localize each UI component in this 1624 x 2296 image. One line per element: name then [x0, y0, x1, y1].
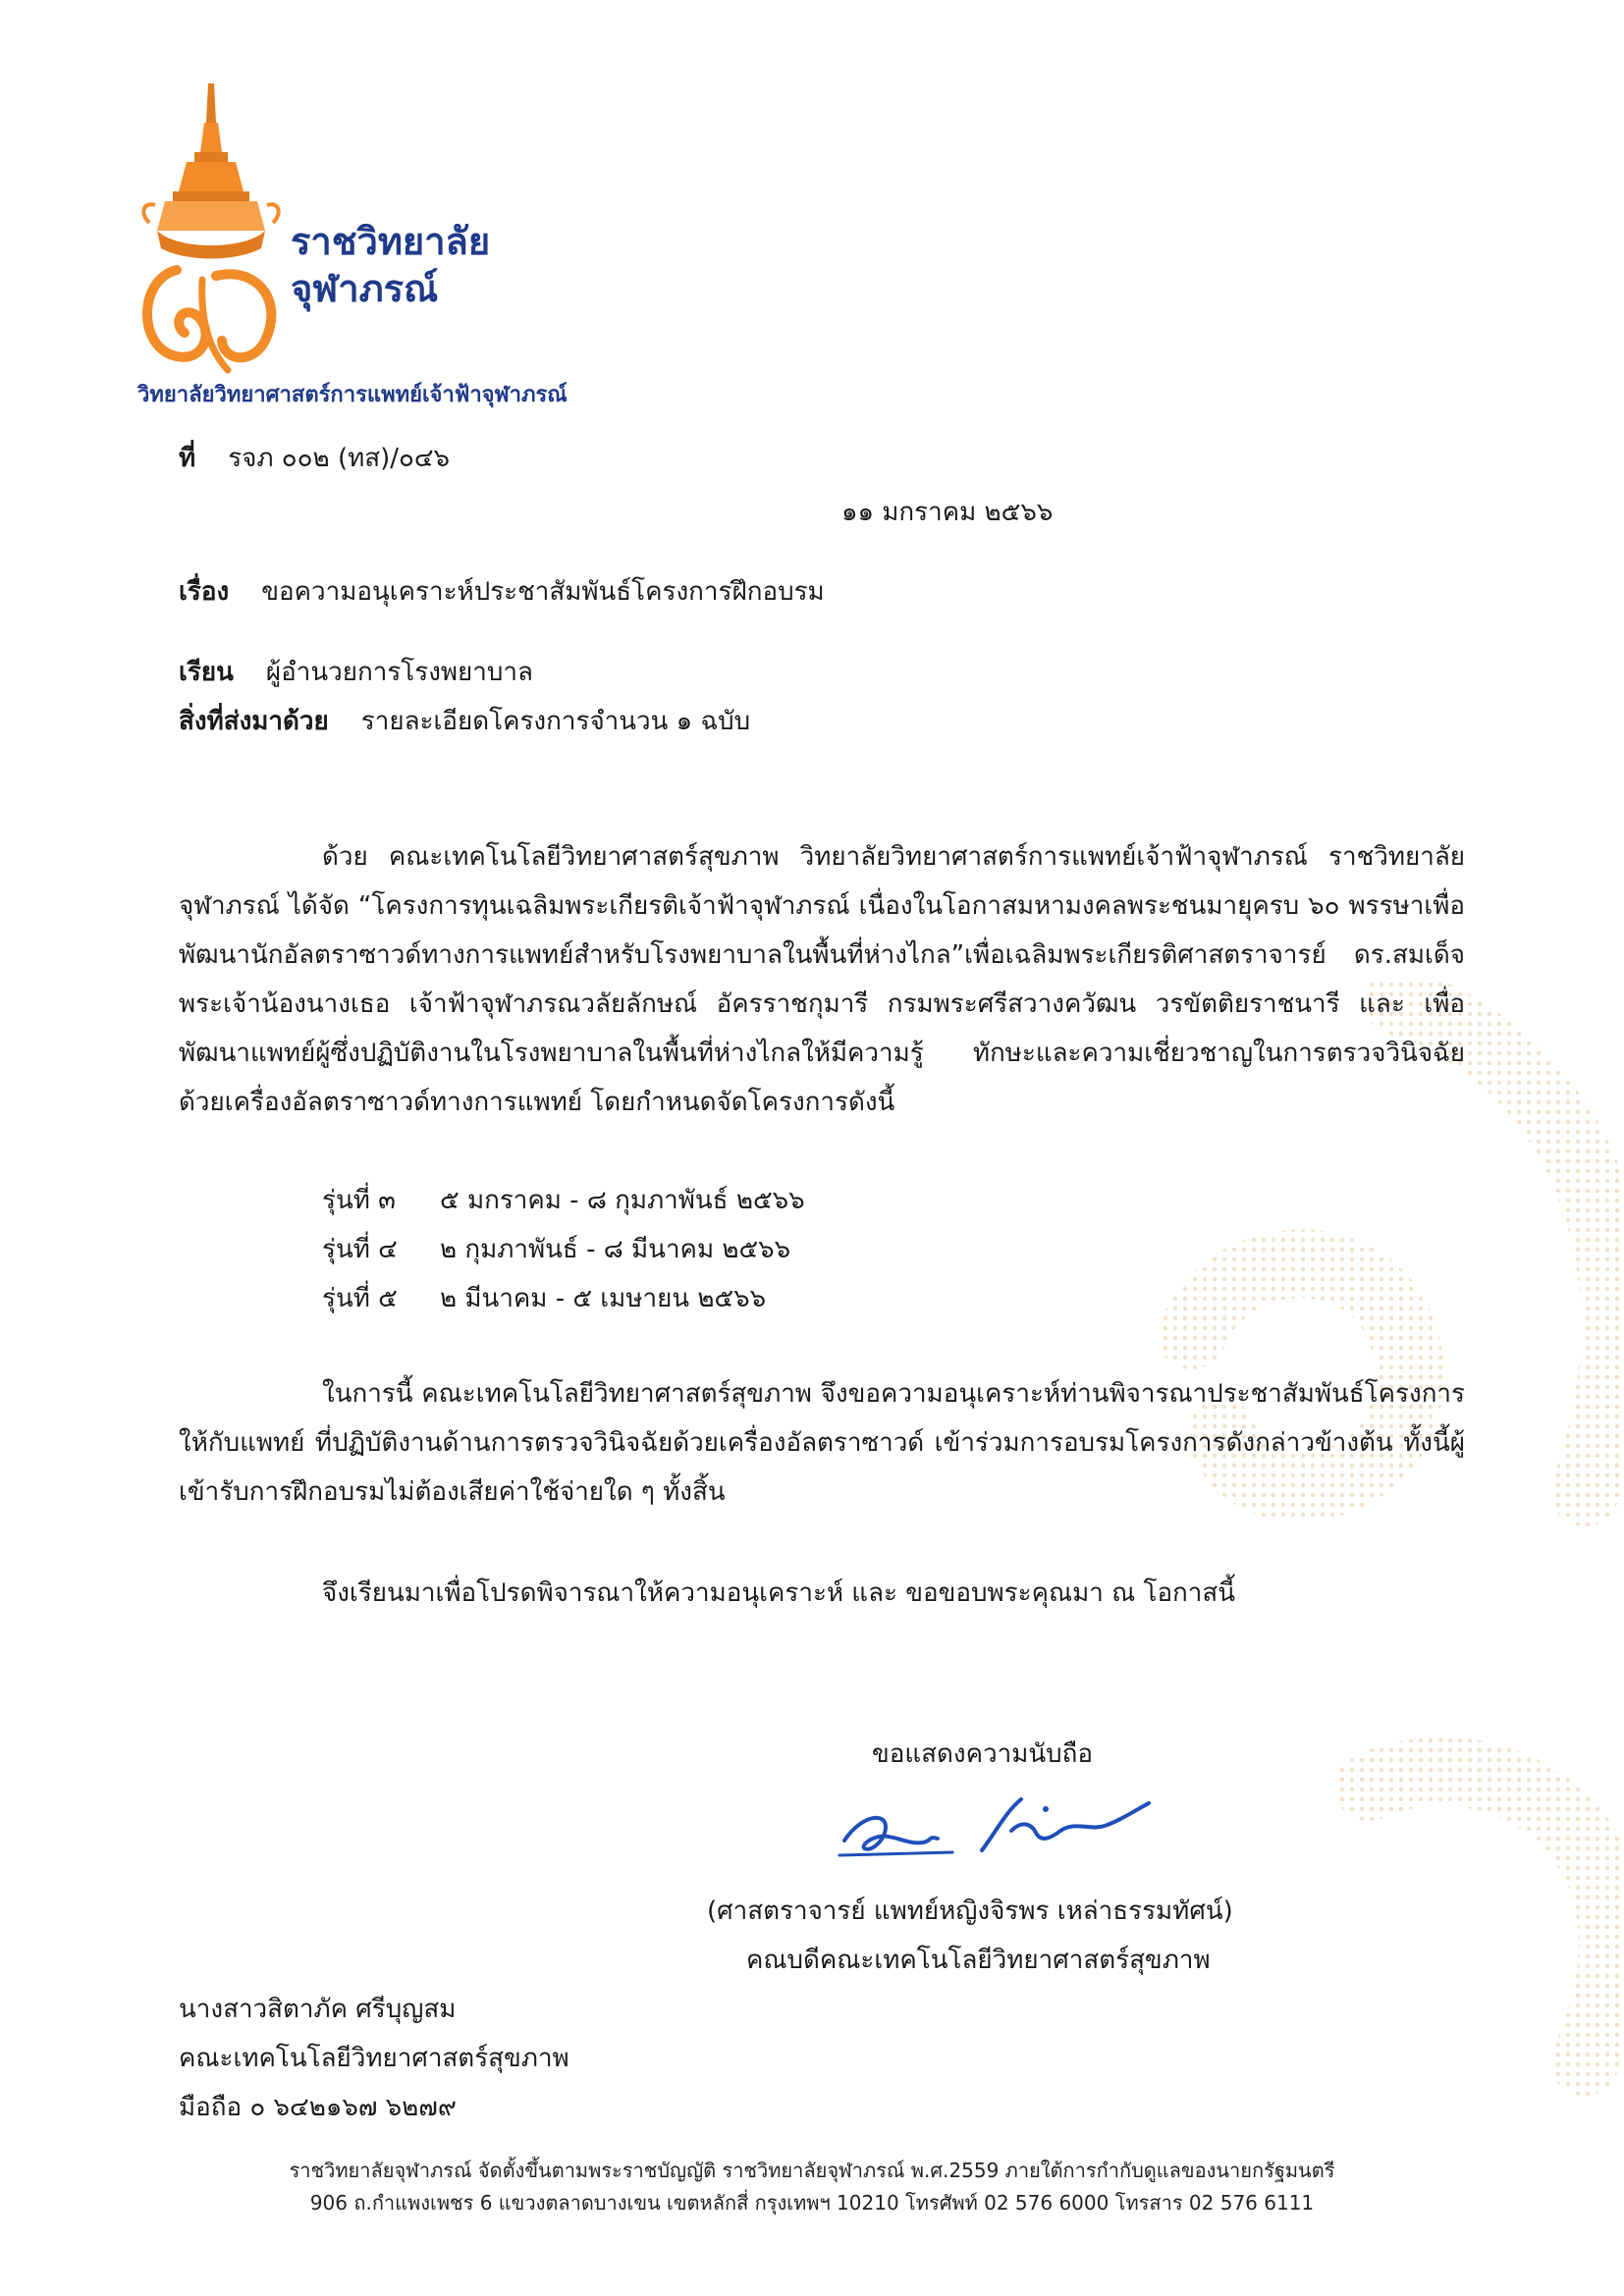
batch-dates: ๒ มีนาคม - ๕ เมษายน ๒๕๖๖ [440, 1284, 767, 1313]
closing-regards: ขอแสดงความนับถือ [872, 1739, 1093, 1769]
list-item [322, 1176, 805, 1225]
batch-dates: ๒ กุมภาพันธ์ - ๘ มีนาคม ๒๕๖๖ [440, 1235, 791, 1264]
subject-label: เรื่อง [179, 577, 230, 607]
footer-line-2: 906 ถ.กำแพงเพชร 6 แขวงตลาดบางเขน เขตหลักสี่ กรุงเทพฯ 10210 โทรศัพท์ 02 576 6000 โทรสาร 02 576 6111 [309, 2191, 1315, 2215]
enclosure-line [179, 697, 750, 746]
list-item [322, 1225, 805, 1274]
subject-line [179, 567, 825, 616]
recipient-label: เรียน [179, 658, 234, 687]
signer-name: (ศาสตราจารย์ แพทย์หญิงจิรพร เหล่าธรรมทัศน์) [707, 1896, 1233, 1926]
enclosure-label: สิ่งที่ส่งมาด้วย [179, 707, 329, 736]
footer-line-1: ราชวิทยาลัยจุฬาภรณ์ จัดตั้งขึ้นตามพระราชบัญญัติ ราชวิทยาลัยจุฬาภรณ์ พ.ศ.2559 ภายใต้การกำกับดูแลของนายกรัฐมนตรี [289, 2159, 1335, 2182]
reference-label: ที่ [179, 444, 196, 473]
batch-label: รุ่นที่ ๓ [322, 1186, 396, 1215]
subject-text: ขอความอนุเคราะห์ประชาสัมพันธ์โครงการฝึกอบรม [261, 577, 825, 607]
contact-faculty: คณะเทคโนโลยีวิทยาศาสตร์สุขภาพ [179, 2044, 569, 2073]
batch-label: รุ่นที่ ๔ [322, 1235, 398, 1264]
institution-name: วิทยาลัยวิทยาศาสตร์การแพทย์เจ้าฟ้าจุฬาภรณ์ [137, 383, 568, 407]
signer-position: คณบดีคณะเทคโนโลยีวิทยาศาสตร์สุขภาพ [746, 1946, 1211, 1975]
body-paragraph-1: ด้วย คณะเทคโนโลยีวิทยาศาสตร์สุขภาพ วิทยาลัยวิทยาศาสตร์การแพทย์เจ้าฟ้าจุฬาภรณ์ ราชวิทยาลัยจุฬาภรณ์ ได้จัด “โครงการทุนเฉลิมพระเกียรติเจ้าฟ้าจุฬาภรณ์ เนื่องในโอกาสมหามงคลพระชนมายุครบ ๖๐ พรรษาเพื่อพัฒนานักอัลตราซาวด์ทางการแพทย์สำหรับโรงพยาบาลในพื้นที่ห่างไกล”เพื่อเฉลิมพระเกียรติศาสตราจารย์ ดร.สมเด็จพระเจ้าน้องนางเธอ เจ้าฟ้าจุฬาภรณวลัยลักษณ์ อัครราชกุมารี กรมพระศรีสวางควัฒน วรขัตติยราชนารี และ เพื่อพัฒนาแพทย์ผู้ซึ่งปฏิบัติงานในโรงพยาบาลในพื้นที่ห่างไกลให้มีความรู้ ทักษะและความเชี่ยวชาญในการตรวจวินิจฉัยด้วยเครื่องอัลตราซาวด์ทางการแพทย์ โดยกำหนดจัดโครงการดังนี้ [179, 842, 1465, 1117]
batch-list [322, 1176, 805, 1323]
body-paragraph-2: ในการนี้ คณะเทคโนโลยีวิทยาศาสตร์สุขภาพ จึงขอความอนุเคราะห์ท่านพิจารณาประชาสัมพันธ์โครงการให้กับแพทย์ ที่ปฏิบัติงานด้านการตรวจวินิจฉัยด้วยเครื่องอัลตราซาวด์ เข้าร่วมการอบรมโครงการดังกล่าวข้างต้น ทั้งนี้ผู้เข้ารับการฝึกอบรมไม่ต้องเสียค่าใช้จ่ายใด ๆ ทั้งสิ้น [179, 1379, 1465, 1507]
royal-college-logo [137, 83, 285, 378]
batch-label: รุ่นที่ ๕ [322, 1284, 398, 1313]
signature-image [835, 1782, 1159, 1870]
batch-dates: ๕ มกราคม - ๘ กุมภาพันธ์ ๒๕๖๖ [440, 1186, 805, 1215]
enclosure-text: รายละเอียดโครงการจำนวน ๑ ฉบับ [360, 707, 751, 736]
list-item [322, 1274, 805, 1323]
reference-number: รจภ ๐๐๒ (ทส)/๐๔๖ [228, 444, 451, 473]
reference-line [179, 434, 450, 483]
letter-date: ๑๑ มกราคม ๒๕๖๖ [841, 498, 1054, 527]
recipient-text: ผู้อำนวยการโรงพยาบาล [265, 658, 533, 687]
contact-phone: มือถือ ๐ ๖๔๒๑๖๗ ๖๒๗๙ [179, 2093, 457, 2122]
logo-title-line1: ราชวิทยาลัย [291, 220, 491, 263]
logo-title-line2: จุฬาภรณ์ [291, 267, 439, 310]
recipient-line [179, 648, 533, 697]
contact-name: นางสาวสิตาภัค ศรีบุญสม [179, 1995, 457, 2024]
body-paragraph-3: จึงเรียนมาเพื่อโปรดพิจารณาให้ความอนุเคราะห์ และ ขอขอบพระคุณมา ณ โอกาสนี้ [322, 1578, 1236, 1608]
